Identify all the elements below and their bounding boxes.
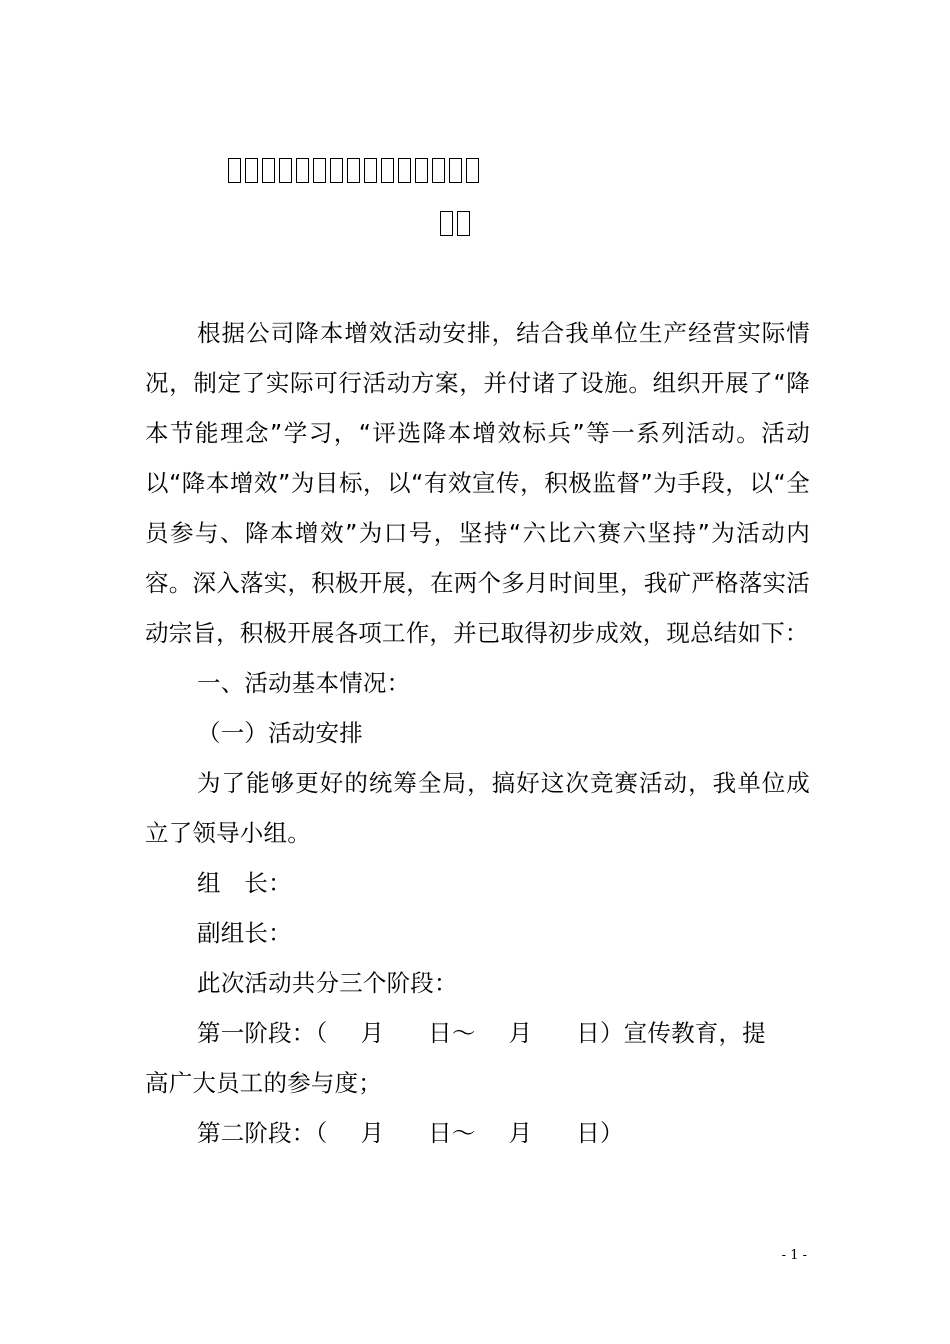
missing-glyph-box xyxy=(262,158,275,183)
missing-glyph-box xyxy=(449,158,462,183)
missing-glyph-box xyxy=(330,158,343,183)
group-leader-line: 组 长： xyxy=(197,869,292,897)
deputy-leader-line: 副组长： xyxy=(197,919,292,947)
stages-intro: 此次活动共分三个阶段： xyxy=(197,969,458,997)
stage-1-month-end: 月 xyxy=(508,1019,533,1047)
missing-glyph-box xyxy=(440,211,453,236)
intro-paragraph: 根据公司降本增效活动安排，结合我单位生产经营实际情况，制定了实际可行活动方案，并付诸了设施。组织开展了“降本节能理念”学习，“评选降本增效标兵”等一系列活动。活动以“降本增效”为目标，以“有效宣传，积极监督”为手段，以“全员参与、降本增效”为口号，坚持“六比六赛六坚持”为活动内容。深入落实，积极开展，在两个多月时间里，我矿严格落实活动宗旨，积极开展各项工作，并已取得初步成效，现总结如下： xyxy=(145,319,810,647)
stage-1-month-start: 月 xyxy=(360,1019,385,1047)
missing-glyph-box xyxy=(398,158,411,183)
page-number: - 1 - xyxy=(781,1248,807,1263)
stage-1-line xyxy=(197,1008,810,1058)
stage-2-day-start: 日～ xyxy=(428,1119,476,1147)
section-heading: 一、活动基本情况： xyxy=(197,669,411,697)
missing-glyph-box xyxy=(296,158,309,183)
missing-glyph-box xyxy=(313,158,326,183)
stage-2-day-end: 日） xyxy=(576,1119,624,1147)
title-line-2 xyxy=(440,211,470,236)
missing-glyph-box xyxy=(228,158,241,183)
missing-glyph-box xyxy=(415,158,428,183)
stage-2-label: 第二阶段：（ xyxy=(197,1119,328,1147)
stage-1-continuation: 高广大员工的参与度； xyxy=(145,1069,382,1097)
missing-glyph-box xyxy=(432,158,445,183)
stage-1-day-start: 日～ xyxy=(428,1019,476,1047)
missing-glyph-box xyxy=(457,211,470,236)
stage-2-month-end: 月 xyxy=(508,1119,533,1147)
missing-glyph-box xyxy=(364,158,377,183)
stage-1-label: 第一阶段：（ xyxy=(197,1019,328,1047)
missing-glyph-box xyxy=(381,158,394,183)
stage-2-month-start: 月 xyxy=(360,1119,385,1147)
leadership-paragraph: 为了能够更好的统筹全局，搞好这次竞赛活动，我单位成立了领导小组。 xyxy=(145,769,810,847)
stage-1-day-end: 日）宣传教育，提 xyxy=(576,1019,766,1047)
missing-glyph-box xyxy=(245,158,258,183)
document-body xyxy=(145,308,810,1158)
title-line-1 xyxy=(228,158,479,183)
missing-glyph-box xyxy=(466,158,479,183)
stage-2-line xyxy=(197,1108,810,1158)
subsection-heading: （一）活动安排 xyxy=(197,719,363,747)
missing-glyph-box xyxy=(347,158,360,183)
missing-glyph-box xyxy=(279,158,292,183)
